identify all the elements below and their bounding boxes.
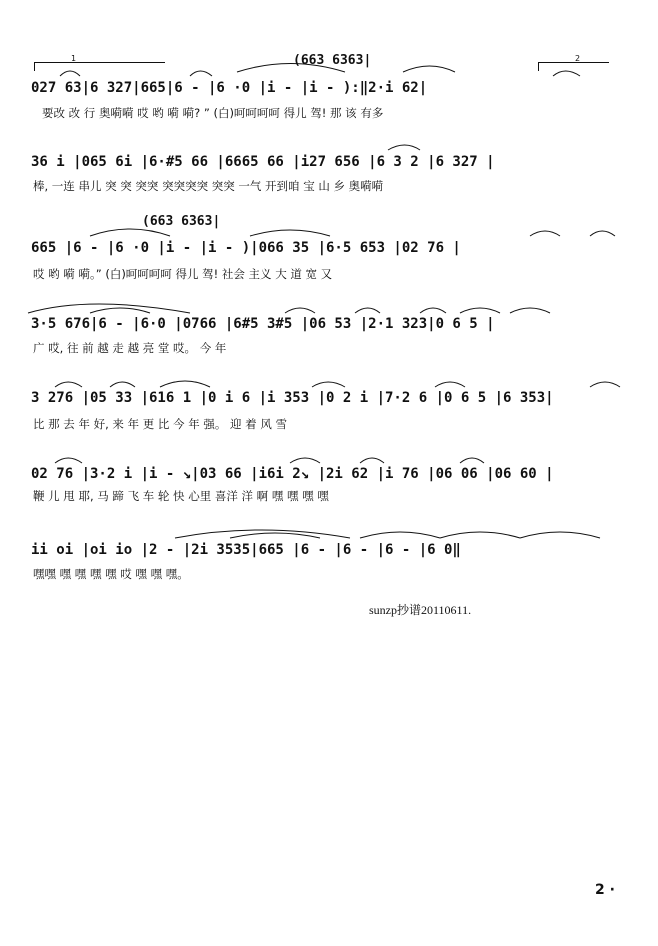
score-line-3 [0, 214, 658, 281]
page-number: 2 · [595, 882, 615, 898]
lyric-row: 要改 改 行 奥嗬嗬 哎 哟 嗬 嗬? ” (白)呵呵呵呵 得儿 驾! 那 该 有多 [42, 106, 384, 120]
transcriber-credit: sunzp抄谱20110611. [369, 603, 472, 617]
notation-row: 36 i |065 6i |6·#5 66 |6665 66 |i27 656 |6 3 2 |6 327 | [31, 154, 495, 170]
lyric-row: 嘿嘿 嘿 嘿 嘿 嘿 哎 嘿 嘿 嘿。 [33, 567, 189, 581]
notation-row: ii oi |oi io |2 - |2i 3535|665 |6 - |6 - |6 - |6 0‖ [31, 542, 461, 558]
bracketed-motif: (663 6363| [293, 53, 372, 68]
score-line-7 [0, 536, 658, 596]
score-line-4 [0, 310, 658, 370]
lyric-row: 鞭 儿 甩 耶, 马 蹄 飞 车 轮 快 心里 喜洋 洋 啊 嘿 嘿 嘿 嘿 [33, 489, 329, 503]
bracketed-motif: (663 6363| [142, 214, 221, 229]
notation-row: 02 76 |3·2 i |i - ↘|03 66 |i6i 2↘ |2i 62 |i 76 |06 06 |06 60 | [31, 466, 554, 482]
notation-row: 3 276 |05 33 |616 1 |0 i 6 |i 353 |0 2 i |7·2 6 |0 6 5 |6 353| [31, 390, 554, 406]
volta-2: 2 [538, 62, 609, 71]
score-line-1 [0, 50, 658, 120]
lyric-row: 棒, 一连 串儿 突 突 突突 突突突突 突突 一气 开到咱 宝 山 乡 奥嗬嗬 [33, 179, 384, 193]
volta-1: 1 [34, 62, 165, 71]
lyric-row: 哎 哟 嗬 嗬。” (白)呵呵呵呵 得儿 驾! 社会 主义 大 道 宽 又 [33, 267, 333, 281]
lyric-row: 比 那 去 年 好, 来 年 更 比 今 年 强。 迎 着 风 雪 [33, 417, 287, 431]
score-line-2 [0, 148, 658, 208]
score-line-6 [0, 460, 658, 520]
lyric-row: 广 哎, 往 前 越 走 越 亮 堂 哎。 今 年 [33, 341, 227, 355]
notation-row: 665 |6 - |6 ·0 |i - |i - )|066 35 |6·5 653 |02 76 | [31, 240, 461, 256]
score-line-5 [0, 384, 658, 444]
notation-row: 3·5 676|6 - |6·0 |0766 |6#5 3#5 |06 53 |2·1 323|0 6 5 | [31, 316, 495, 332]
notation-row: 027 63|6 327|665|6 - |6 ·0 |i - |i - ):‖2·i 62| [31, 80, 428, 96]
